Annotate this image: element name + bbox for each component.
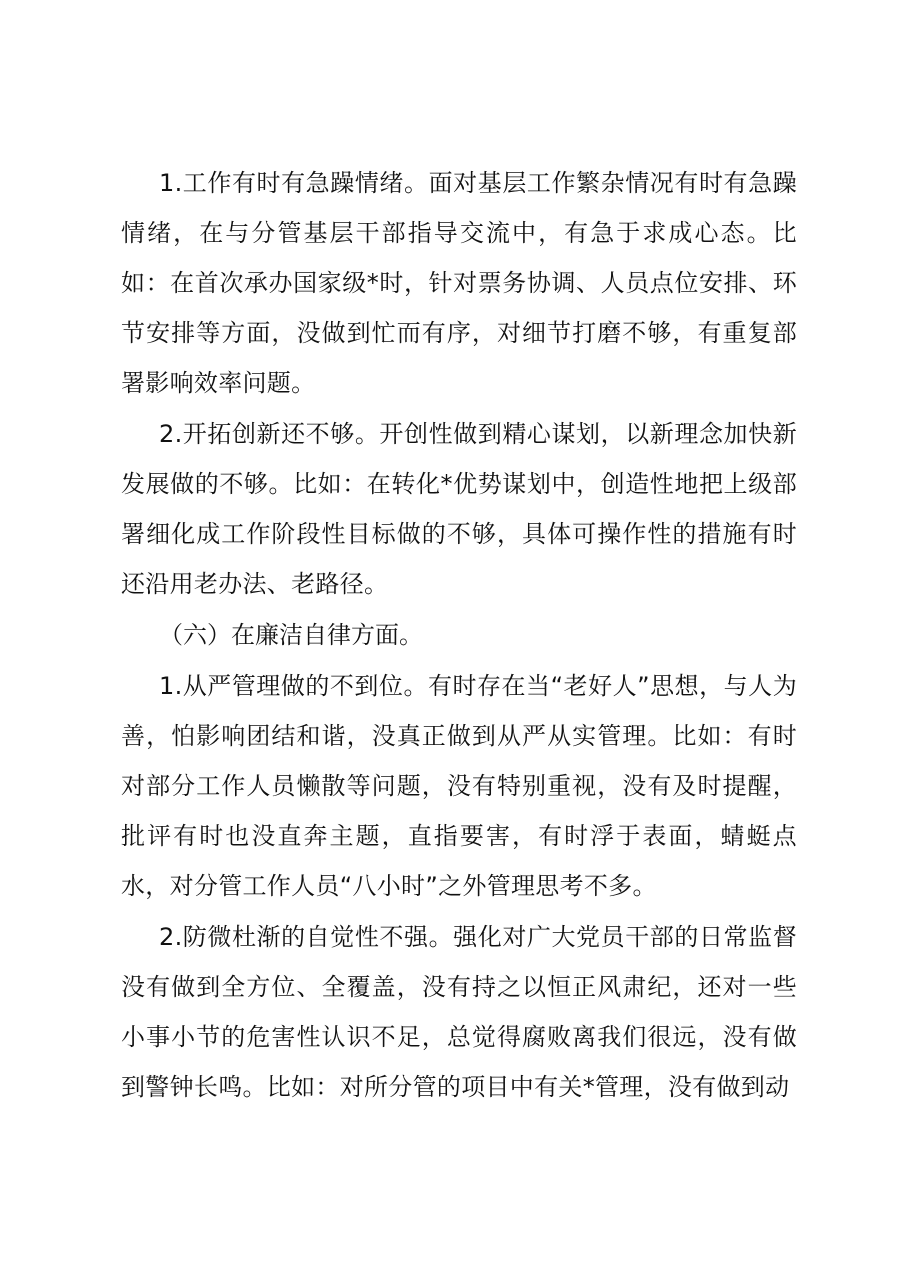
section-heading-integrity: （六）在廉洁自律方面。 (159, 621, 423, 649)
document-body (121, 158, 797, 1112)
paragraph-innovation: 2.开拓创新还不够。开创性做到精心谋划，以新理念加快新发展做的不够。比如：在转化*优势谋划中，创造性地把上级部署细化成工作阶段性目标做的不够，具体可操作性的措施有时还沿用老办法、老路径。 (121, 420, 797, 598)
paragraph-prevention: 2.防微杜渐的自觉性不强。强化对广大党员干部的日常监督没有做到全方位、全覆盖，没有持之以恒正风肃纪，还对一些小事小节的危害性认识不足，总觉得腐败离我们很远，没有做到警钟长鸣。比如：对所分管的项目中有关*管理，没有做到动 (121, 923, 797, 1101)
paragraph-work-impatience: 1.工作有时有急躁情绪。面对基层工作繁杂情况有时有急躁情绪，在与分管基层干部指导交流中，有急于求成心态。比如：在首次承办国家级*时，针对票务协调、人员点位安排、环节安排等方面，没做到忙而有序，对细节打磨不够，有重复部署影响效率问题。 (121, 169, 797, 397)
paragraph-strict-management: 1.从严管理做的不到位。有时存在当“老好人”思想，与人为善，怕影响团结和谐，没真正做到从严从实管理。比如：有时对部分工作人员懒散等问题，没有特别重视，没有及时提醒，批评有时也没直奔主题，直指要害，有时浮于表面，蜻蜓点水，对分管工作人员“八小时”之外管理思考不多。 (121, 672, 797, 900)
